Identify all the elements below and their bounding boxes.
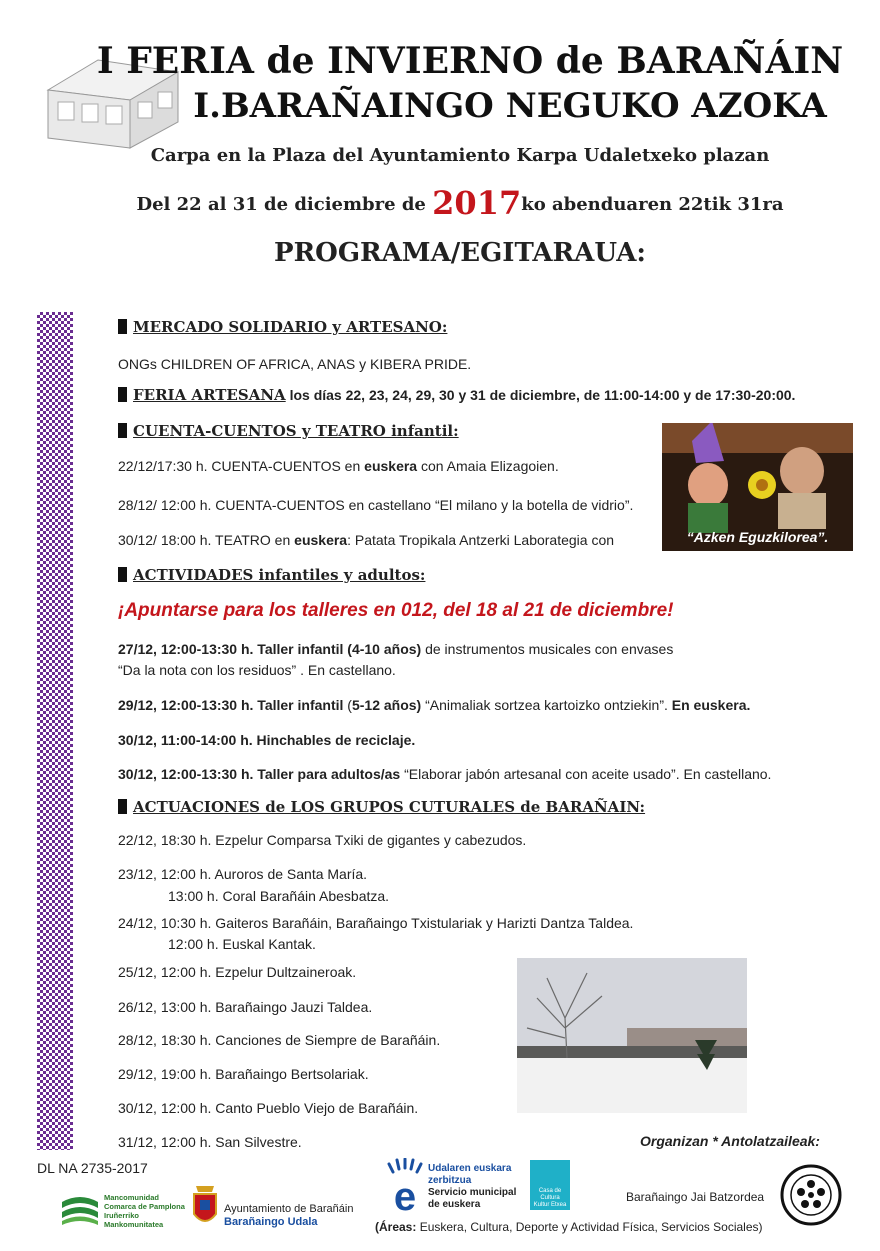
section-mercado-heading: MERCADO SOLIDARIO y ARTESANO: [118,318,447,336]
actuacion-item: 12:00 h. Euskal Kantak. [168,936,316,952]
section-actividades-heading: ACTIVIDADES infantiles y adultos: [118,566,425,584]
actuacion-item: 28/12, 18:30 h. Canciones de Siempre de Barañáin. [118,1032,441,1048]
areas-line: (Áreas: Euskera, Cultura, Deporte y Actividad Física, Servicios Sociales) [375,1220,763,1234]
dates-year: 2017 [432,184,522,222]
euskara-service-text: Udalaren euskara zerbitzua Servicio municipal de euskera [428,1163,517,1210]
section-feria-heading: FERIA ARTESANA los días 22, 23, 24, 29, 30 y 31 de diciembre, de 11:00-14:00 y de 17:30-20:00. [118,386,795,404]
actuacion-item: 22/12, 18:30 h. Ezpelur Comparsa Txiki de gigantes y cabezudos. [118,832,527,848]
title-spanish: I FERIA de INVIERNO de BARAÑÁIN [96,40,844,82]
bullet-bar [118,567,127,582]
mercado-line: ONGs CHILDREN OF AFRICA, ANAS y KIBERA PRIDE. [118,356,472,372]
actividad-1-line-2: “Da la nota con los residuos” . En castellano. [118,662,396,678]
actuacion-item: 13:00 h. Coral Barañáin Abesbatza. [168,888,390,904]
actuacion-item: 23/12, 12:00 h. Auroros de Santa María. [118,866,368,882]
actuacion-item: 26/12, 13:00 h. Barañaingo Jauzi Taldea. [118,999,373,1015]
cuenta-line-2: 28/12/ 12:00 h. CUENTA-CUENTOS en castellano “El milano y la botella de vidrio”. [118,497,634,513]
location-line: Carpa en la Plaza del Ayuntamiento Karpa Udaletxeko plazan [150,145,770,166]
title-basque: I.BARAÑAINGO NEGUKO AZOKA [193,86,827,126]
ayuntamiento-shield-icon [190,1182,220,1230]
mancomunidad-text: Mancomunidad Comarca de Pamplona Iruñerriko Mankomunitatea [104,1193,185,1229]
actuacion-item: 30/12, 12:00 h. Canto Pueblo Viejo de Barañáin. [118,1100,419,1116]
actividad-2-line: 29/12, 12:00-13:30 h. Taller infantil (5-12 años) “Animaliak sortzea kartoizko ontziekin”. En euskera. [118,697,751,713]
bullet-bar [118,423,127,438]
dates-before: Del 22 al 31 de diciembre de [136,194,433,215]
bullet-bar [118,319,127,334]
cuenta-line-1: 22/12/17:30 h. CUENTA-CUENTOS en euskera con Amaia Elizagoien. [118,458,559,474]
section-cuenta-heading: CUENTA-CUENTOS y TEATRO infantil: [118,422,459,440]
section-actuaciones-heading: ACTUACIONES de LOS GRUPOS CUTURALES de BARAÑAIN: [118,798,645,816]
program-heading: PROGRAMA/EGITARAUA: [274,238,646,268]
actuacion-item: 24/12, 10:30 h. Gaiteros Barañáin, Barañaingo Txistulariak y Harizti Dantza Taldea. [118,915,634,931]
bullet-bar [118,799,127,814]
bullet-bar [118,387,127,402]
signup-notice: ¡Apuntarse para los talleres en 012, del 18 al 21 de diciembre! [118,600,674,621]
actuacion-item: 31/12, 12:00 h. San Silvestre. [118,1134,302,1150]
actividad-1-line-1: 27/12, 12:00-13:30 h. Taller infantil (4-10 años) de instrumentos musicales con envases [118,641,674,657]
actuacion-item: 29/12, 19:00 h. Barañaingo Bertsolariak. [118,1066,369,1082]
puppet-theatre-photo [662,423,853,551]
jai-batzordea-seal [780,1164,842,1226]
actividad-3-line: 30/12, 11:00-14:00 h. Hinchables de reciclaje. [118,732,416,748]
snow-drawing [517,958,747,1113]
ayuntamiento-text: Ayuntamiento de Barañáin Barañaingo Udala [224,1203,354,1228]
casa-cultura-logo: Casa de Cultura Kultur Etxea [530,1160,570,1210]
organizers-label: Organizan * Antolatzaileak: [640,1133,820,1149]
svg-text:e: e [393,1175,417,1213]
legal-deposit: DL NA 2735-2017 [37,1160,148,1176]
actuacion-item: 25/12, 12:00 h. Ezpelur Dultzaineroak. [118,964,357,980]
jai-batzordea-text: Barañaingo Jai Batzordea [626,1190,765,1204]
actividad-4-line: 30/12, 12:00-13:30 h. Taller para adultos/as “Elaborar jabón artesanal con aceite usado”. En castellano. [118,766,772,782]
cuenta-line-3: 30/12/ 18:00 h. TEATRO en euskera: Patata Tropikala Antzerki Laborategia con [118,532,615,548]
euskara-service-logo [385,1158,425,1213]
snow-park-photo [517,958,747,1113]
puppet-caption: “Azken Eguzkilorea”. [686,529,829,545]
checker-stripe [37,312,73,1150]
dates-after: ko abenduaren 22tik 31ra [521,194,784,215]
dates-line [60,184,860,222]
